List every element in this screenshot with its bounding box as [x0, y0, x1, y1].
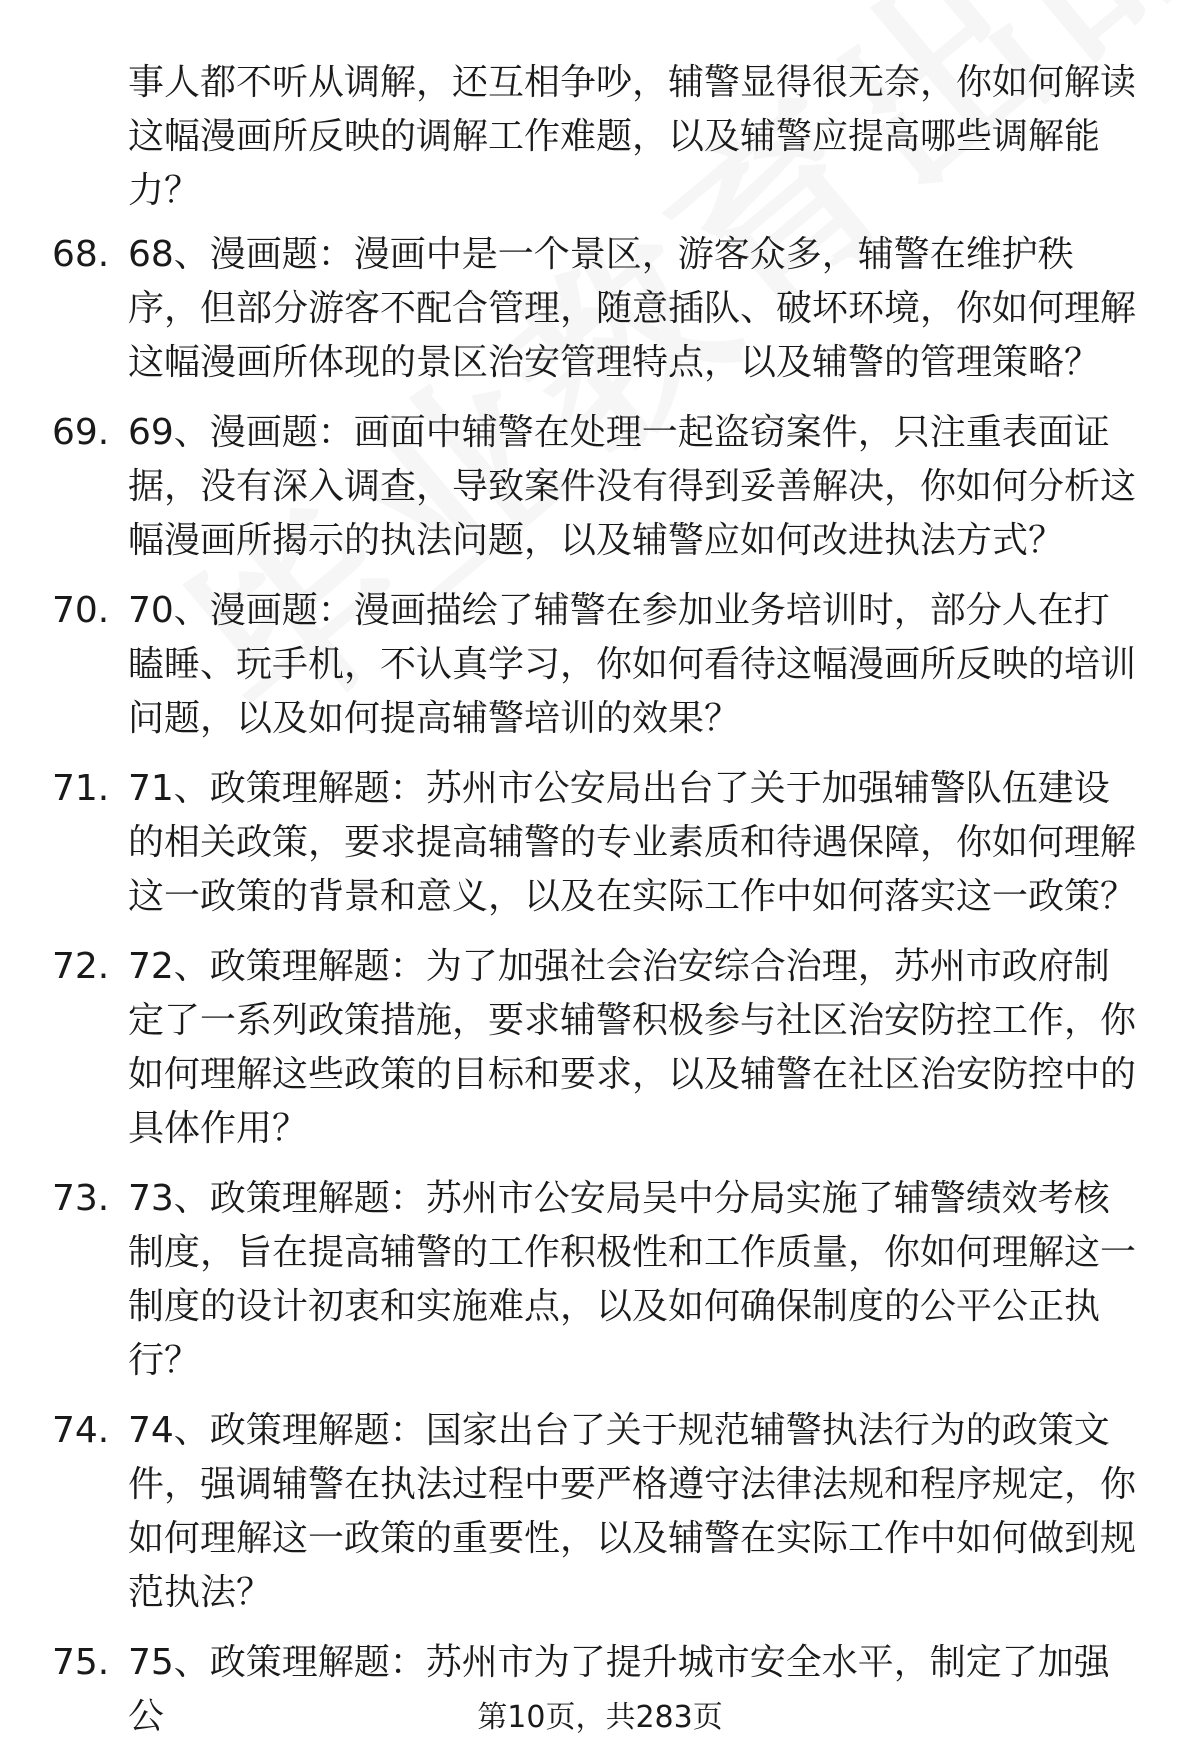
question-number: 69. — [52, 412, 110, 453]
list-item — [0, 1404, 1200, 1620]
question-text: 69、漫画题：画面中辅警在处理一起盗窃案件，只注重表面证据，没有深入调查，导致案件没有得到妥善解决，你如何分析这幅漫画所揭示的执法问题，以及辅警应如何改进执法方式？ — [128, 412, 1137, 561]
question-number: 75. — [52, 1642, 110, 1683]
list-item — [0, 406, 1200, 568]
question-text: 70、漫画题：漫画描绘了辅警在参加业务培训时，部分人在打瞌睡、玩手机，不认真学习，你如何看待这幅漫画所反映的培训问题，以及如何提高辅警培训的效果？ — [128, 590, 1137, 739]
page-footer: 第10页，共283页 — [477, 1700, 723, 1735]
question-number: 73. — [52, 1178, 110, 1219]
list-item — [0, 762, 1200, 924]
list-item — [0, 940, 1200, 1156]
question-text: 75、政策理解题：苏州市为了提升城市安全水平，制定了加强公 — [128, 1642, 1110, 1737]
question-number: 68. — [52, 234, 110, 275]
question-number: 74. — [52, 1410, 110, 1451]
question-text: 74、政策理解题：国家出台了关于规范辅警执法行为的政策文件，强调辅警在执法过程中要严格遵守法律法规和程序规定，你如何理解这一政策的重要性，以及辅警在实际工作中如何做到规范执法？ — [128, 1410, 1137, 1613]
list-item — [0, 228, 1200, 390]
question-number: 70. — [52, 590, 110, 631]
question-text: 68、漫画题：漫画中是一个景区，游客众多，辅警在维护秩序，但部分游客不配合管理，随意插队、破坏环境，你如何理解这幅漫画所体现的景区治安管理特点，以及辅警的管理策略？ — [128, 234, 1137, 383]
question-number: 72. — [52, 946, 110, 987]
question-text: 72、政策理解题：为了加强社会治安综合治理，苏州市政府制定了一系列政策措施，要求辅警积极参与社区治安防控工作，你如何理解这些政策的目标和要求，以及辅警在社区治安防控中的具体作用？ — [128, 946, 1137, 1149]
list-item — [0, 584, 1200, 746]
question-text: 73、政策理解题：苏州市公安局吴中分局实施了辅警绩效考核制度，旨在提高辅警的工作积极性和工作质量，你如何理解这一制度的设计初衷和实施难点，以及如何确保制度的公平公正执行？ — [128, 1178, 1137, 1381]
question-list — [0, 228, 1200, 1760]
question-text: 71、政策理解题：苏州市公安局出台了关于加强辅警队伍建设的相关政策，要求提高辅警的专业素质和待遇保障，你如何理解这一政策的背景和意义，以及在实际工作中如何落实这一政策？ — [128, 768, 1137, 917]
continuation-paragraph: 事人都不听从调解，还互相争吵，辅警显得很无奈，你如何解读这幅漫画所反映的调解工作难题，以及辅警应提高哪些调解能力？ — [128, 62, 1137, 211]
question-number: 71. — [52, 768, 110, 809]
list-item — [0, 1172, 1200, 1388]
